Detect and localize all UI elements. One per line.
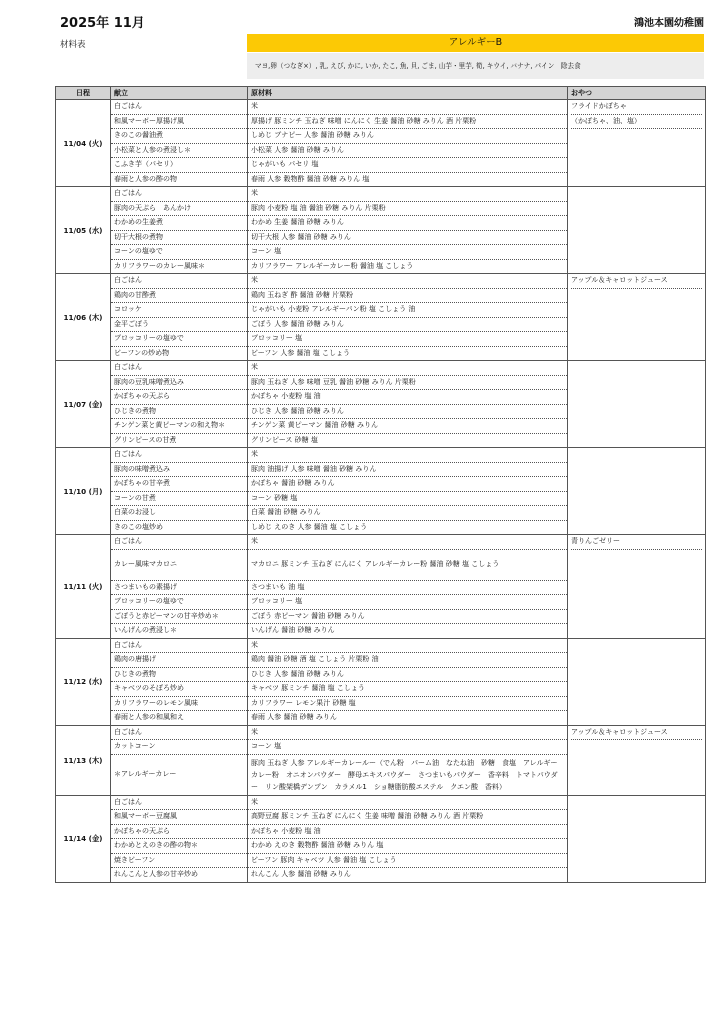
page-title: 2025年 11月 [60,16,145,31]
day-date: 11/10 (月) [56,448,111,535]
dish-name: コロッケ [111,303,248,318]
dish-name: 白ごはん [111,448,248,463]
dish-name: キャベツのそぼろ炒め [111,682,248,697]
ingredients: コーン 塩 [248,740,568,755]
dish-name: 豚肉の豆乳味噌煮込み [111,375,248,390]
menu-body [56,100,706,883]
day-date: 11/12 (水) [56,638,111,725]
table-row [56,187,706,202]
ingredients: 春雨 人参 醤油 砂糖 みりん [248,711,568,726]
ingredients: 米 [248,361,568,376]
dish-name: 白ごはん [111,795,248,810]
ingredients: 厚揚げ 豚ミンチ 玉ねぎ 味噌 にんにく 生姜 醤油 砂糖 みりん 酒 片栗粉 [248,114,568,129]
ingredients: さつまいも 油 塩 [248,580,568,595]
dish-name: カリフラワーのカレー風味＊ [111,259,248,274]
day-date: 11/06 (木) [56,274,111,361]
ingredients: 春雨 人参 穀物酢 醤油 砂糖 みりん 塩 [248,172,568,187]
dish-name: 豚肉の味噌煮込み [111,462,248,477]
page-subtitle: 材料表 [60,40,86,50]
ingredients: ひじき 人参 醤油 砂糖 みりん [248,667,568,682]
ingredients: マカロニ 豚ミンチ 玉ねぎ にんにく アレルギーカレー粉 醤油 砂糖 塩 こしょう [248,549,568,580]
dish-name: いんげんの煮浸し＊ [111,624,248,639]
snack-cell [568,535,706,639]
ingredients: 米 [248,100,568,115]
snack-cell [568,725,706,795]
dish-name: グリンピースの甘煮 [111,433,248,448]
ingredients: わかめ 生姜 醤油 砂糖 みりん [248,216,568,231]
ingredients: しめじ えのき 人参 醤油 塩 こしょう [248,520,568,535]
dish-name: 白ごはん [111,535,248,550]
dish-name: わかめの生姜煮 [111,216,248,231]
snack-cell [568,187,706,274]
ingredients: 豚肉 玉ねぎ 人参 味噌 豆乳 醤油 砂糖 みりん 片栗粉 [248,375,568,390]
ingredients: 米 [248,725,568,740]
dish-name: 焼きビーフン [111,853,248,868]
ingredients: 米 [248,448,568,463]
dish-name: 和風マーボー豆腐風 [111,810,248,825]
day-date: 11/07 (金) [56,361,111,448]
dish-name: 鶏肉の甘酢煮 [111,288,248,303]
dish-name: かぼちゃの甘辛煮 [111,477,248,492]
ingredients: 小松菜 人参 醤油 砂糖 みりん [248,143,568,158]
ingredients: ビーフン 豚肉 キャベツ 人参 醤油 塩 こしょう [248,853,568,868]
column-header-ingredients: 原材料 [248,87,568,100]
dish-name: コーンの塩ゆで [111,245,248,260]
dish-name: 白ごはん [111,638,248,653]
ingredients: 豚肉 玉ねぎ 人参 アレルギーカレールー（でん粉 パーム油 なたね油 砂糖 食塩 アレルギーカレー粉 オニオンパウダー 酵母エキスパウダー さつまいもパウダー 香辛料 トマトパウダー リン酸架橋デンプン カラメル1 ショ糖脂肪酸エステル クエン酸 香料） [248,754,568,795]
dish-name: 春雨と人参の和風和え [111,711,248,726]
dish-name: 豚肉の天ぷら あんかけ [111,201,248,216]
dish-name: れんこんと人参の甘辛炒め [111,868,248,883]
day-date: 11/14 (金) [56,795,111,882]
table-row [56,795,706,810]
day-date: 11/13 (木) [56,725,111,795]
table-row [56,448,706,463]
dish-name: 白菜のお浸し [111,506,248,521]
dish-name: 白ごはん [111,361,248,376]
ingredients: 米 [248,535,568,550]
table-row [56,638,706,653]
ingredients: 米 [248,638,568,653]
dish-name: ごぼうと赤ピーマンの甘辛炒め＊ [111,609,248,624]
ingredients: キャベツ 豚ミンチ 醤油 塩 こしょう [248,682,568,697]
day-date: 11/04 (火) [56,100,111,187]
dish-name: 白ごはん [111,187,248,202]
ingredients: ごぼう 赤ピーマン 醤油 砂糖 みりん [248,609,568,624]
ingredients: ビーフン 人参 醤油 塩 こしょう [248,346,568,361]
ingredients: ごぼう 人参 醤油 砂糖 みりん [248,317,568,332]
snack-cell [568,361,706,448]
menu-table [55,86,706,883]
snack-cell [568,448,706,535]
snack-line: フライドかぼちゃ [571,100,702,115]
dish-name: 白ごはん [111,100,248,115]
ingredients: カリフラワー レモン果汁 砂糖 塩 [248,696,568,711]
dish-name: カットコーン [111,740,248,755]
dish-name: ひじきの煮物 [111,667,248,682]
dish-name: ビーフンの炒め物 [111,346,248,361]
dish-name: 金平ごぼう [111,317,248,332]
ingredients: しめじ ブナピー 人参 醤油 砂糖 みりん [248,129,568,144]
dish-name: 春雨と人参の酢の物 [111,172,248,187]
dish-name: かぼちゃの天ぷら [111,390,248,405]
snack-line: 青りんごゼリー [571,535,702,550]
dish-name: ＊アレルギーカレー [111,754,248,795]
dish-name: 白ごはん [111,725,248,740]
dish-name: 小松菜と人参の煮浸し＊ [111,143,248,158]
allergy-note: マヨ,卵（つなぎ×）, 乳, えび, かに, いか, たこ, 魚, 貝, ごま, 山芋・里芋, 筍, キウイ, バナナ, パイン 除去食 [247,53,704,79]
ingredients: ブロッコリー 塩 [248,595,568,610]
ingredients: かぼちゃ 小麦粉 塩 油 [248,824,568,839]
snack-line: アップル＆キャロットジュース [571,274,702,289]
dish-name: きのこの醤油煮 [111,129,248,144]
dish-name: コーンの甘煮 [111,491,248,506]
ingredients: かぼちゃ 小麦粉 塩 油 [248,390,568,405]
ingredients: 豚肉 油揚げ 人参 味噌 醤油 砂糖 みりん [248,462,568,477]
dish-name: 和風マーボー厚揚げ風 [111,114,248,129]
ingredients: 高野豆腐 豚ミンチ 玉ねぎ にんにく 生姜 味噌 醤油 砂糖 みりん 酒 片栗粉 [248,810,568,825]
ingredients: ひじき 人参 醤油 砂糖 みりん [248,404,568,419]
ingredients: 豚肉 小麦粉 塩 油 醤油 砂糖 みりん 片栗粉 [248,201,568,216]
ingredients: コーン 塩 [248,245,568,260]
school-name: 鴻池本園幼稚園 [634,18,704,29]
ingredients: 鶏肉 醤油 砂糖 酒 塩 こしょう 片栗粉 油 [248,653,568,668]
table-header-row [56,87,706,100]
ingredients: 米 [248,274,568,289]
ingredients: 切干大根 人参 醤油 砂糖 みりん [248,230,568,245]
dish-name: 切干大根の煮物 [111,230,248,245]
allergy-label: アレルギーB [247,34,704,52]
dish-name: こふき芋（パセリ） [111,158,248,173]
dish-name: カリフラワーのレモン風味 [111,696,248,711]
table-row [56,361,706,376]
dish-name: さつまいもの素揚げ [111,580,248,595]
dish-name: ブロッコリーの塩ゆで [111,332,248,347]
dish-name: ブロッコリーの塩ゆで [111,595,248,610]
ingredients: いんげん 醤油 砂糖 みりん [248,624,568,639]
snack-cell [568,795,706,882]
ingredients: かぼちゃ 醤油 砂糖 みりん [248,477,568,492]
dish-name: ひじきの煮物 [111,404,248,419]
dish-name: カレー風味マカロニ [111,549,248,580]
column-header-dish: 献立 [111,87,248,100]
snack-cell [568,100,706,187]
ingredients: じゃがいも 小麦粉 アレルギーパン粉 塩 こしょう 油 [248,303,568,318]
snack-cell [568,274,706,361]
ingredients: 白菜 醤油 砂糖 みりん [248,506,568,521]
snack-line: アップル＆キャロットジュース [571,726,702,741]
dish-name: わかめとえのきの酢の物＊ [111,839,248,854]
day-date: 11/05 (水) [56,187,111,274]
snack-line: （かぼちゃ、油、塩） [571,115,702,130]
table-row [56,535,706,550]
ingredients: 鶏肉 玉ねぎ 酢 醤油 砂糖 片栗粉 [248,288,568,303]
ingredients: グリンピース 砂糖 塩 [248,433,568,448]
snack-cell [568,638,706,725]
column-header-date: 日程 [56,87,111,100]
ingredients: コーン 砂糖 塩 [248,491,568,506]
dish-name: 白ごはん [111,274,248,289]
ingredients: 米 [248,187,568,202]
ingredients: ブロッコリー 塩 [248,332,568,347]
day-date: 11/11 (火) [56,535,111,639]
ingredients: 米 [248,795,568,810]
dish-name: チンゲン菜と黄ピーマンの和え物＊ [111,419,248,434]
dish-name: 鶏肉の唐揚げ [111,653,248,668]
table-row [56,100,706,115]
ingredients: わかめ えのき 穀物酢 醤油 砂糖 みりん 塩 [248,839,568,854]
table-row [56,725,706,740]
dish-name: かぼちゃの天ぷら [111,824,248,839]
table-row [56,274,706,289]
ingredients: カリフラワー アレルギーカレー粉 醤油 塩 こしょう [248,259,568,274]
ingredients: れんこん 人参 醤油 砂糖 みりん [248,868,568,883]
ingredients: チンゲン菜 黄ピーマン 醤油 砂糖 みりん [248,419,568,434]
dish-name: きのこの塩炒め [111,520,248,535]
column-header-snack: おやつ [568,87,706,100]
ingredients: じゃがいも パセリ 塩 [248,158,568,173]
